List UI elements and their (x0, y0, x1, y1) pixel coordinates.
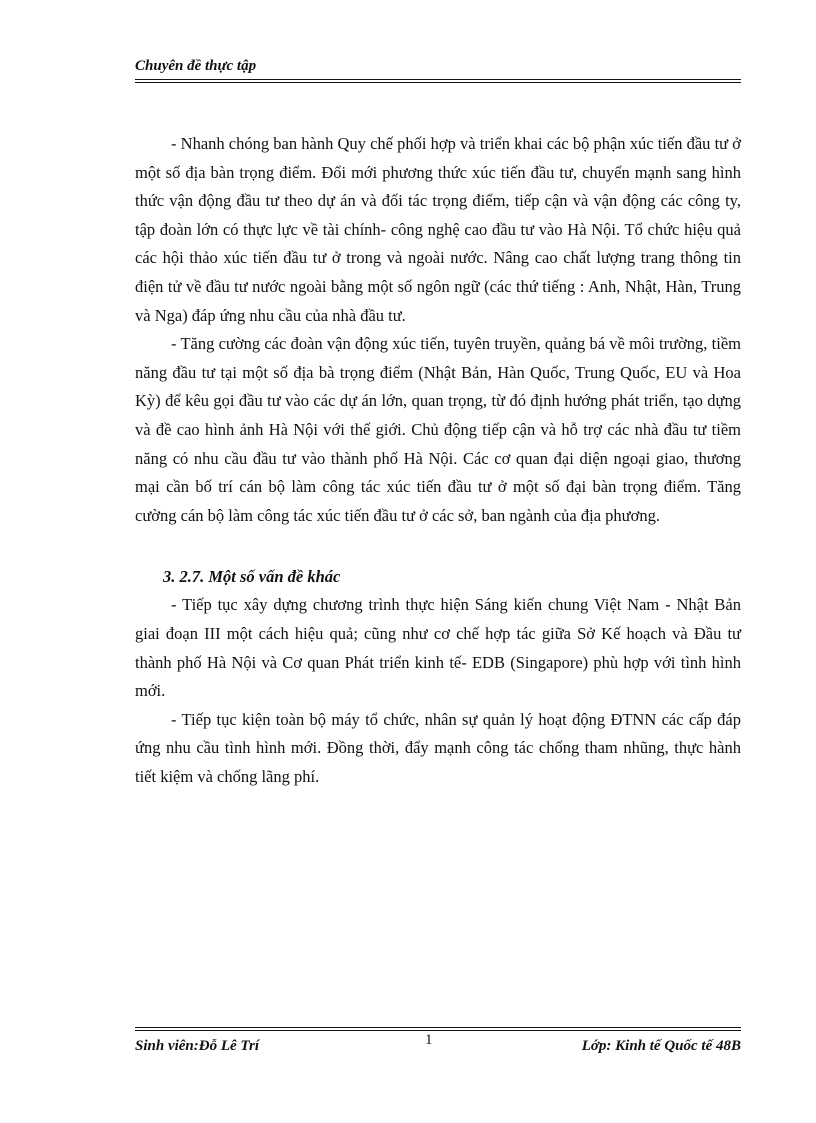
paragraph-2: - Tăng cường các đoàn vận động xúc tiến, tuyên truyền, quảng bá về môi trường, tiềm năng đầu tư tại một số địa bà trọng điểm (Nhật Bản, Hàn Quốc, Trung Quốc, EU và Hoa Kỳ) để kêu gọi đầu tư vào các dự án lớn, quan trọng, từ đó định hướng phát triển, tạo dựng và đề cao hình ảnh Hà Nội với thế giới. Chủ động tiếp cận và hỗ trợ các nhà đầu tư tiềm năng có nhu cầu đầu tư vào thành phố Hà Nội. Các cơ quan đại diện ngoại giao, thương mại cần bố trí cán bộ làm công tác xúc tiến đầu tư ở một số đại bàn trọng điểm. Tăng cường cán bộ làm công tác xúc tiến đầu tư ở các sở, ban ngành của địa phương. (135, 334, 741, 525)
footer-student: Sinh viên:Đỗ Lê Trí (135, 1038, 260, 1054)
paragraph-1: - Nhanh chóng ban hành Quy chế phối hợp và triển khai các bộ phận xúc tiến đầu tư ở một số địa bàn trọng điểm. Đổi mới phương thức xúc tiến đầu tư, chuyển mạnh sang hình thức vận động đầu tư theo dự án và đối tác trọng điểm, tiếp cận và vận động các công ty, tập đoàn lớn có thực lực về tài chính- công nghệ cao đầu tư vào Hà Nội. Tổ chức hiệu quả các hội thảo xúc tiến đầu tư ở trong và ngoài nước. Nâng cao chất lượng trang thông tin điện tử về đầu tư nước ngoài bằng một số ngôn ngữ (các thứ tiếng : Anh, Nhật, Hàn, Trung và Nga) đáp ứng nhu cầu của nhà đầu tư. (135, 134, 741, 325)
paragraph-3: - Tiếp tục xây dựng chương trình thực hiện Sáng kiến chung Việt Nam - Nhật Bản giai đoạn III một cách hiệu quả; cũng như cơ chế hợp tác giữa Sở Kế hoạch và Đầu tư thành phố Hà Nội và Cơ quan Phát triển kinh tế- EDB (Singapore) phù hợp với tình hình mới. (135, 595, 741, 701)
page-header (135, 56, 741, 83)
page-footer (135, 1027, 741, 1055)
header-title: Chuyên đề thực tập (135, 58, 257, 74)
page-number: 1 (425, 1032, 433, 1048)
footer-row (135, 1033, 741, 1055)
footer-divider (135, 1027, 741, 1031)
paragraph-4: - Tiếp tục kiện toàn bộ máy tổ chức, nhân sự quản lý hoạt động ĐTNN các cấp đáp ứng nhu cầu tình hình mới. Đồng thời, đẩy mạnh công tác chống tham nhũng, thực hành tiết kiệm và chống lãng phí. (135, 709, 741, 786)
document-body (135, 130, 741, 791)
section-heading: 3. 2.7. Một số vấn đề khác (163, 567, 341, 587)
header-divider (135, 79, 741, 83)
footer-class: Lớp: Kinh tế Quốc tế 48B (581, 1038, 741, 1054)
